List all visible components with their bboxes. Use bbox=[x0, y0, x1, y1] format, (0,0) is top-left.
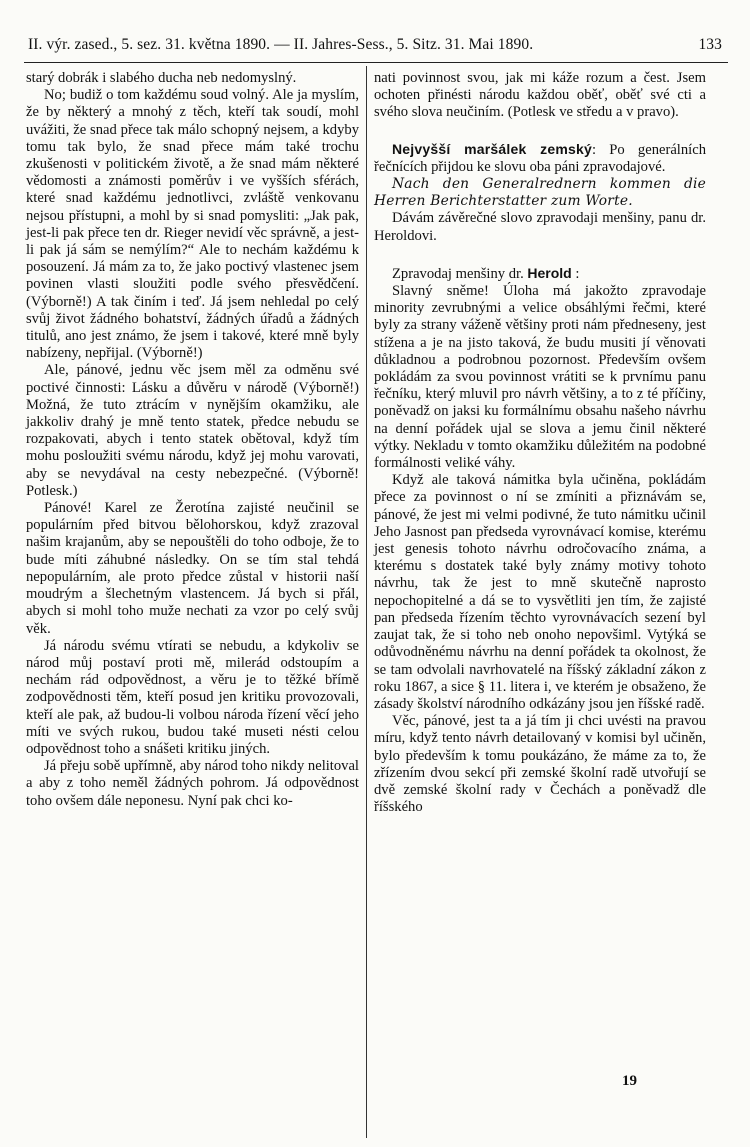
paragraph: Já přeju sobě upřímně, aby národ toho nikdy nelitoval a aby z toho neměl žádných pohrom. Já odpovědnost toho ovšem dále neponesu. Nyní pak chci ko- bbox=[26, 758, 359, 809]
paragraph: Pánové! Karel ze Žerotína zajisté neučinil se populárním před bitvou bělohorskou, když zrazoval našim krajanům, aby se nepouštěli do toho odboje, že to bude míti záhubné následky. On se tím stal tehdá nepopulárním, ale proto předce zůstal v historii naší moudrým a šlechetným vlastencem. Já bych si přál, abych si mohl toho muže nechati za vzor po celý svůj věk. bbox=[26, 500, 359, 637]
left-column bbox=[26, 70, 359, 810]
speaker-heading-herold bbox=[374, 265, 706, 283]
header-rule bbox=[24, 62, 728, 63]
paragraph: Věc, pánové, jest ta a já tím ji chci uvésti na pravou míru, když tento návrh detailovaný v komisi byl učiněn, bylo především k tomu poukázáno, že máme za to, že zřízením dvou sekcí při zemské školní radě utvořují se dvě zemské školní rady v Čechách a poněvadž dle říšského bbox=[374, 713, 706, 816]
speaker-name: Herold bbox=[527, 264, 572, 281]
right-column bbox=[374, 70, 706, 816]
running-header bbox=[28, 36, 722, 54]
paragraph: nati povinnost svou, jak mi káže rozum a čest. Jsem ochoten přinésti národu každou oběť, oběť své cti a svého slova neučiním. (Potlesk ve středu a v pravo). bbox=[374, 70, 706, 121]
paragraph: No; budiž o tom každému soud volný. Ale ja myslím, že by některý a mnohý z těch, kteří tak soudí, mohl uvážiti, že snad přece tak málo schopný nejsem, a kdyby tomu tak bylo, že snad přece mám také trochu zkušenosti v politickém životě, a že snad mám některé vědomosti a známosti poměrův i ve vyšších sférách, které snad každému jednotlivci, zvláště venkovanu nejsou přístupni, a mohl by si snad pomysliti: „Jak pak, jest-li pak přece ten dr. Rieger nevidí věc správně, a jest-li pak já sám se nemýlím?“ Ale to nechám každému k posouzení. Já mám za to, že jako poctivý vlastenec jsem povinen vlasti sloužiti podle svého přesvědčení. (Výborně!) A tak činím i teď. Já jsem nehledal po celý svůj život žádného bohatství, žádných úřadů a žádných titulů, ano jest známo, že jsem i takové, které mně byly nabízeny, nepřijal. (Výborně!) bbox=[26, 87, 359, 362]
column-divider bbox=[366, 66, 367, 1138]
german-translation: Nach den Generalrednern kommen die Herren Berichterstatter zum Worte. bbox=[374, 176, 706, 210]
paragraph: Když ale taková námitka byla učiněna, pokládám přece za povinnost o ní se zmíniti a přiznávám se, pánové, že jest mi velmi podivné, že tuto námitku učinil Jeho Jasnost pan předseda vyrovnávací komise, kterému jest genesis tohoto návrhu odročovacího známa, a kterému s dostatek také byly známy motivy tohoto návrhu, tak že jest to mně skutečně naprosto nepochopitelné a dá se to vysvětliti jen tím, že zajisté pan předseda řízením těchto vyrovnávacích sezení byl zaujat tak, že si toho neb onoho nepovšiml. Vytýká se odůvodněnému návrhu na denní pořádek ta okolnost, že se tam odvolali navrhovatelé na říšský základní zákon z roku 1867, a sice § 11. litera i, ve kterém je obsaženo, že zásady školství národního odkázány jsou jen říšské radě. bbox=[374, 472, 706, 712]
paragraph: Já národu svému vtírati se nebudu, a kdykoliv se národ můj postaví proti mě, milerád odstoupím a nechám rád odpovědnost, a věru je to těžké břímě zodpovědnosti těm, kteří posud jen kritiku provozovali, kteří ale pak, až budou-li volbou národa řízení věcí jeho míti ve svých rukou, budou také museti nésti celou odpovědnost toho a snášeti kritiku jiných. bbox=[26, 637, 359, 757]
spacer bbox=[374, 122, 706, 141]
speaker-name: Nejvyšší maršálek zemský bbox=[392, 140, 592, 157]
speaker-paragraph-marshal bbox=[374, 141, 706, 176]
speaker-role: Zpravodaj menšiny dr. bbox=[392, 265, 528, 282]
paragraph: Dávám závěrečné slovo zpravodaji menšiny, panu dr. Heroldovi. bbox=[374, 210, 706, 244]
header-page-number: 133 bbox=[698, 36, 722, 53]
page-footer-number: 19 bbox=[622, 1073, 637, 1089]
speaker-colon: : bbox=[571, 265, 580, 282]
paragraph: Ale, pánové, jednu věc jsem měl za odměnu své poctivé činnosti: Lásku a důvěru v národě (Výborně!) Možná, že tuto ztrácím v nynějším okamžiku, ale jakkoliv drahý je mně tento statek, předce nebudu se rozpakovati, abych i tento statek obětoval, když tím mohu posloužiti svému národu, když jej mohu varovati, aby se nevydával na cesty nebezpečné. (Výborně! Potlesk.) bbox=[26, 362, 359, 499]
speaker-text: : Po generálních řečnících přijdou ke slovu oba páni zpravodajové. bbox=[374, 141, 706, 175]
paragraph: Slavný sněme! Úloha má jakožto zpravodaje minority zevrubnými a velice obsáhlými řečmi, které byly za strany váženě většiny proti nám předneseny, jest stížena a je na jisto taková, že budu musiti jí věnovati důkladnou a podrobnou pozornost. Především ovšem pokládám za svou povinnost vrátiti se k prvnímu panu řečníku, který mluvil pro návrh většiny, a to z té příčiny, poněvadž on jaksi ku formálnímu obsahu našeho návrhu na denní pořádek ujal se slova a jemu činil některé výtky. Nekladu v tomto okamžiku důležitém na podobné formálnosti veliké váhy. bbox=[374, 283, 706, 472]
spacer bbox=[374, 245, 706, 265]
header-title: II. výr. zased., 5. sez. 31. května 1890. — II. Jahres-Sess., 5. Sitz. 31. Mai 1890. bbox=[28, 36, 534, 53]
paragraph: starý dobrák i slabého ducha neb nedomyslný. bbox=[26, 70, 297, 86]
